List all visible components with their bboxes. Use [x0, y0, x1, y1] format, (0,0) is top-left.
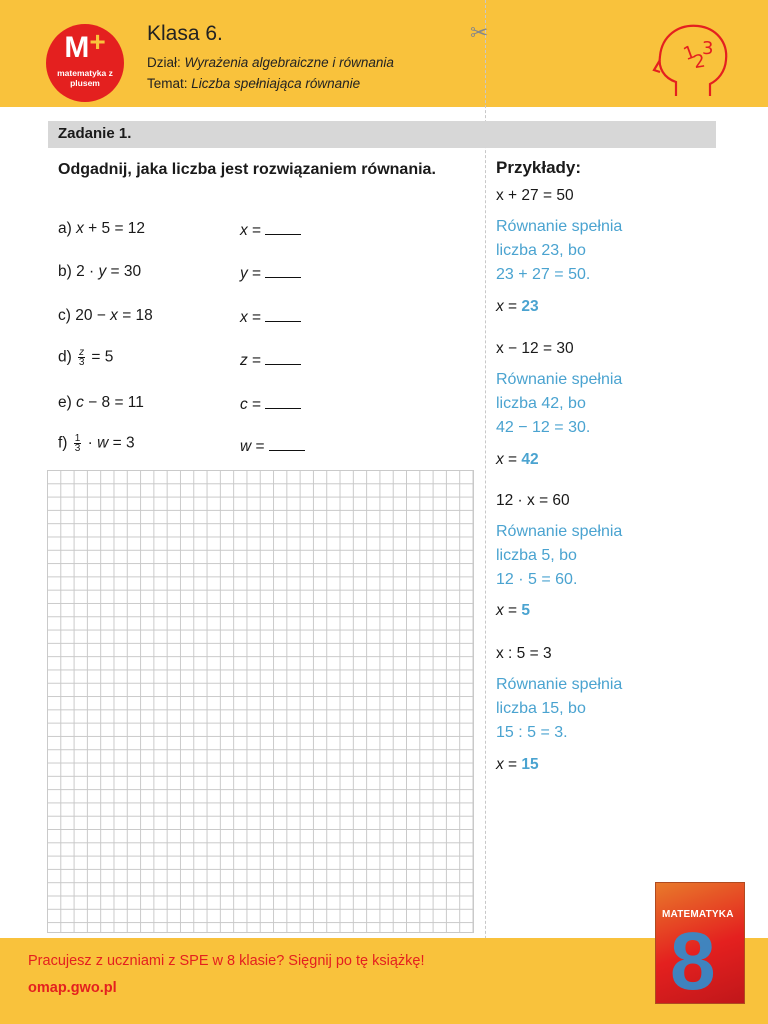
task-item-b: b) 2 · y = 30: [58, 263, 142, 280]
section-value: Wyrażenia algebraiczne i równania: [184, 55, 394, 70]
logo-mark: M+: [64, 26, 106, 64]
topic-label: Temat:: [147, 76, 188, 91]
topic-line: [147, 76, 360, 91]
book-cover-image[interactable]: [655, 882, 745, 1004]
task-title: Zadanie 1.: [58, 125, 132, 142]
task-item-c: c) 20 − x = 18: [58, 307, 153, 324]
section-line: [147, 55, 394, 70]
example-4-equation: x : 5 = 3: [496, 645, 552, 662]
book-number: 8: [670, 916, 716, 1004]
brand-logo: [46, 24, 124, 102]
svg-text:3: 3: [702, 38, 714, 59]
example-4-result: x = 15: [496, 756, 539, 773]
cut-line: [485, 0, 486, 1024]
svg-text:2: 2: [691, 50, 707, 74]
answer-field-c[interactable]: x =: [240, 307, 301, 327]
squared-work-area[interactable]: [47, 470, 474, 933]
task-item-e: e) c − 8 = 11: [58, 394, 144, 411]
logo-text: matematyka z plusem: [57, 68, 113, 88]
example-2-result: x = 42: [496, 451, 539, 468]
example-1-explanation: Równanie spełnia liczba 23, bo 23 + 27 = 50.: [496, 218, 623, 283]
answer-field-d[interactable]: z =: [240, 350, 301, 370]
promo-text: Pracujesz z uczniami z SPE w 8 klasie? Sięgnij po tę książkę!: [28, 953, 425, 969]
example-2-equation: x − 12 = 30: [496, 340, 574, 357]
class-title: Klasa 6.: [147, 22, 223, 45]
example-3-result: x = 5: [496, 602, 531, 619]
svg-text:1: 1: [680, 41, 699, 66]
example-3-equation: 12 · x = 60: [496, 492, 570, 509]
task-item-f: f) $\frac{1}{3}$ · w = 3: [58, 433, 135, 454]
example-1-result: x = 23: [496, 298, 539, 315]
task-instruction: Odgadnij, jaka liczba jest rozwiązaniem równania.: [58, 161, 436, 178]
head-numbers-icon: [646, 14, 736, 104]
footer-link[interactable]: omap.gwo.pl: [28, 980, 117, 996]
task-item-d: d) $\frac{z}{3}$ = 5: [58, 347, 114, 368]
answer-field-b[interactable]: y =: [240, 263, 301, 283]
example-1-equation: x + 27 = 50: [496, 187, 574, 204]
answer-field-a[interactable]: x =: [240, 220, 301, 240]
example-2-explanation: Równanie spełnia liczba 42, bo 42 − 12 = 30.: [496, 371, 623, 436]
book-title: MATEMATYKA: [662, 909, 734, 920]
example-3-explanation: Równanie spełnia liczba 5, bo 12 · 5 = 60.: [496, 523, 623, 588]
topic-value: Liczba spełniająca równanie: [191, 76, 361, 91]
answer-field-e[interactable]: c =: [240, 394, 301, 414]
example-4-explanation: Równanie spełnia liczba 15, bo 15 : 5 = 3.: [496, 676, 623, 741]
section-label: Dział:: [147, 55, 181, 70]
scissors-icon: ✂: [470, 20, 489, 45]
examples-title: Przykłady:: [496, 158, 582, 177]
task-header-bar: [48, 121, 716, 148]
task-item-a: a) x + 5 = 12: [58, 220, 146, 237]
answer-field-f[interactable]: w =: [240, 436, 305, 456]
